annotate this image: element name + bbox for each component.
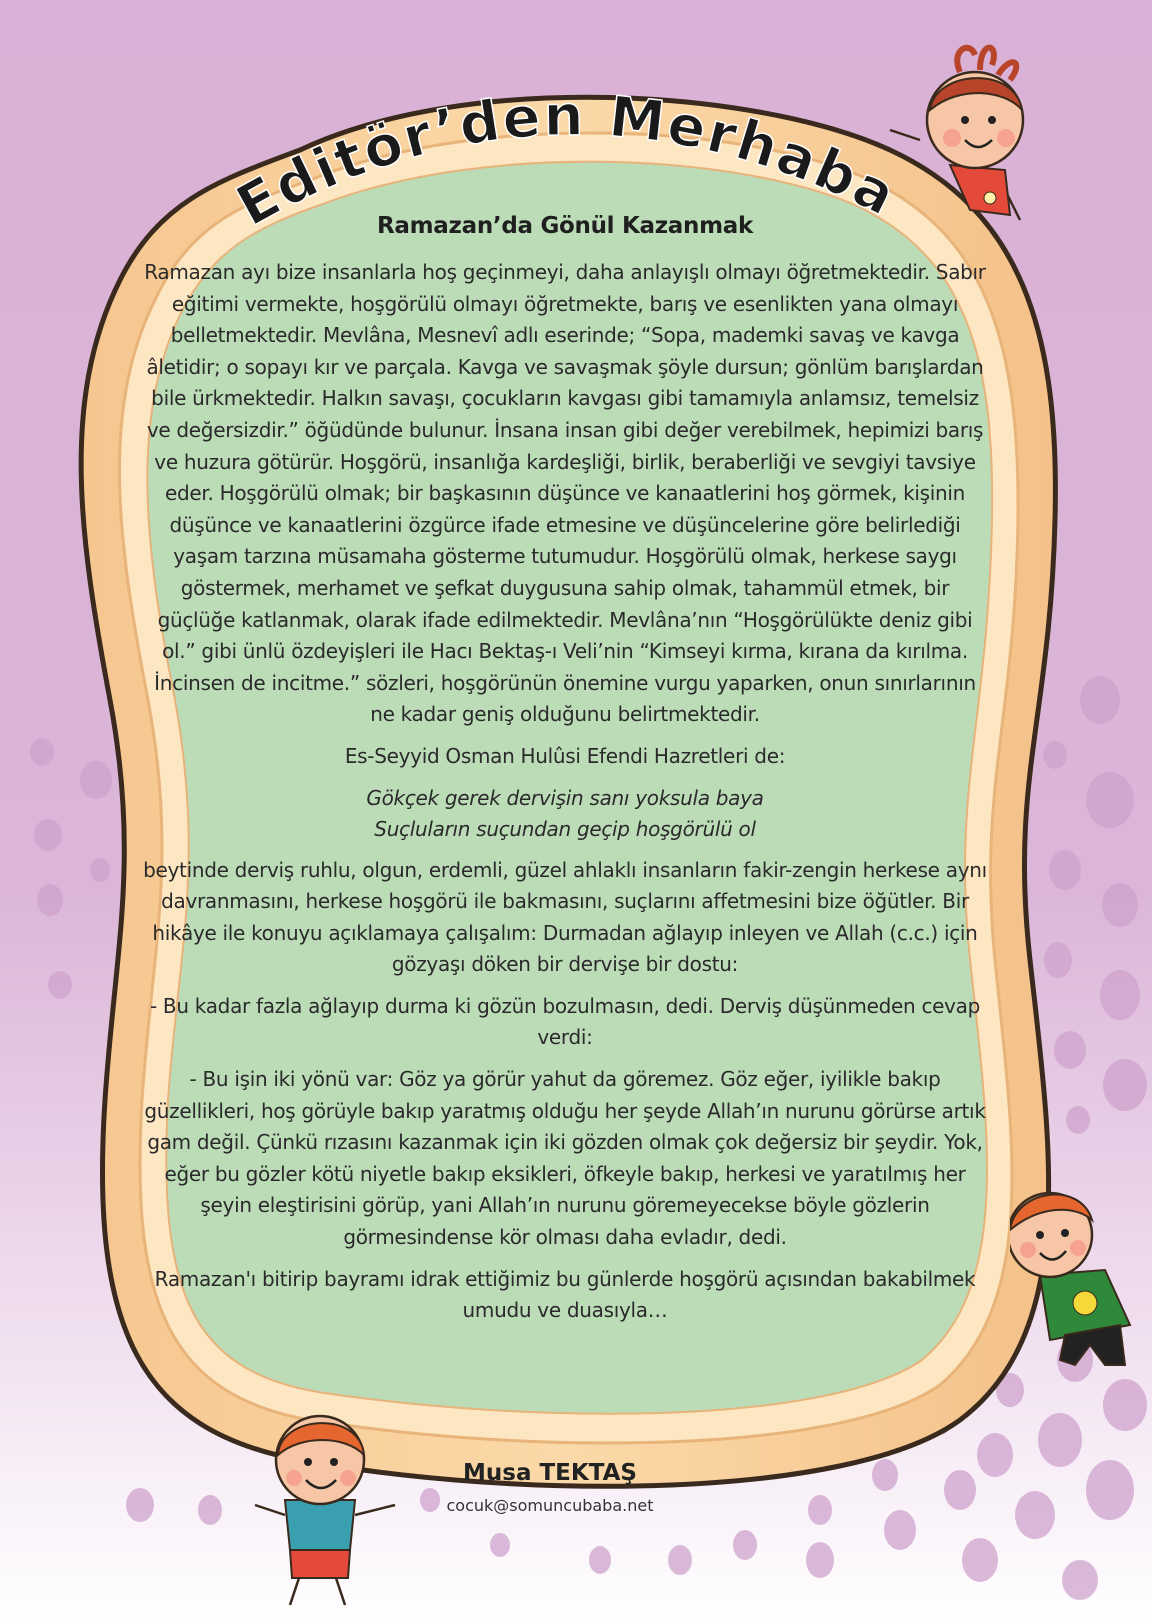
article-paragraph-3: beytinde derviş ruhlu, olgun, erdemli, güzel ahlaklı insanların fakir-zengin herkese aynı davranmasını, herkese hoşgörü ile bakmasını, suçlarını affetmesini bize öğütler. Bir hikâye ile konuyu açıklamaya çalışalım: Durmadan ağlayıp inleyen ve Allah (c.c.) için gözyaşı döken bir dervişe bir dostu: xyxy=(143,857,987,977)
article-paragraph-6: Ramazan'ı bitirip bayramı idrak ettiğimiz bu günlerde hoşgörü açısından bakabilmek umudu ve duasıyla… xyxy=(154,1266,976,1323)
article-subtitle: Ramazan’da Gönül Kazanmak xyxy=(377,213,753,239)
article xyxy=(140,205,990,1337)
author-email[interactable]: cocuk@somuncubaba.net xyxy=(446,1496,654,1515)
author-name: Musa TEKTAŞ xyxy=(463,1460,637,1486)
article-paragraph-4: - Bu kadar fazla ağlayıp durma ki gözün bozulmasın, dedi. Derviş düşünmeden cevap verdi: xyxy=(149,993,981,1050)
article-paragraph-5: - Bu işin iki yönü var: Göz ya görür yahut da göremez. Göz eğer, iyilikle bakıp güzellikleri, hoş görüyle bakıp yaratmış olduğu her şeyde Allah’ın nurunu görürse artık gam değil. Çünkü rızasını kazanmak için iki gözden olmak çok değersiz bir şeydir. Yok, eğer bu gözler kötü niyetle bakıp eksikleri, öfkeyle bakıp, herkesi ve yaratılmış her şeyin eleştirisini görüp, yani Allah’ın nurunu göremeyecekse böyle gözlerin görmesindense kör olması daha evladır, dedi. xyxy=(144,1067,986,1250)
article-paragraph-2: Es-Seyyid Osman Hulûsi Efendi Hazretleri de: xyxy=(344,743,786,768)
verse xyxy=(140,783,990,845)
verse-line-1: Gökçek gerek dervişin sanı yoksula baya xyxy=(366,785,764,810)
verse-line-2: Suçluların suçundan geçip hoşgörülü ol xyxy=(374,816,756,841)
boy-character-right-icon xyxy=(1010,1175,1152,1375)
page-title: Editör’den Merhaba xyxy=(226,83,907,240)
article-paragraph-1: Ramazan ayı bize insanlarla hoş geçinmeyi, daha anlayışlı olmayı öğretmektedir. Sabır eğitimi vermekte, hoşgörülü olmayı öğretmekte, barış ve esenlikten yana olmayı belletmektedir. Mevlâna, Mesnevî adlı eserinde; “Sopa, mademki savaş ve kavga âletidir; o sopayı kır ve parçala. Kavga ve savaşmak şöyle dursun; gönlüm barışlardan bile ürkmektedir. Halkın savaşı, çocukların kavgası gibi tamamıyla anlamsız, temelsiz ve değersizdir.” öğüdünde bulunur. İnsana insan gibi değer verebilmek, hepimizi barış ve huzura götürür. Hoşgörü, insanlığa kardeşliği, birlik, beraberliği ve sevgiyi tavsiye eder. Hoşgörülü olmak; bir başkasının düşünce ve kanaatlerini hoş görmek, kişinin düşünce ve kanaatlerini özgürce ifade etmesine ve düşüncelerine göre belirlediği yaşam tarzına müsamaha gösterme tutumudur. Hoşgörülü olmak, herkese saygı göstermek, merhamet ve şefkat duygusuna sahip olmak, tahammül etmek, bir güçlüğe katlanmak, olarak ifade edilmektedir. Mevlâna’nın “Hoşgörülükte deniz gibi ol.” gibi ünlü özdeyişleri ile Hacı Bektaş-ı Veli’nin “Kimseyi kırma, kırana da kırılma. İncinsen de incitme.” sözleri, hoşgörünün önemine vurgu yaparken, onun sınırlarının ne kadar geniş olduğunu belirtmektedir. xyxy=(144,260,986,727)
